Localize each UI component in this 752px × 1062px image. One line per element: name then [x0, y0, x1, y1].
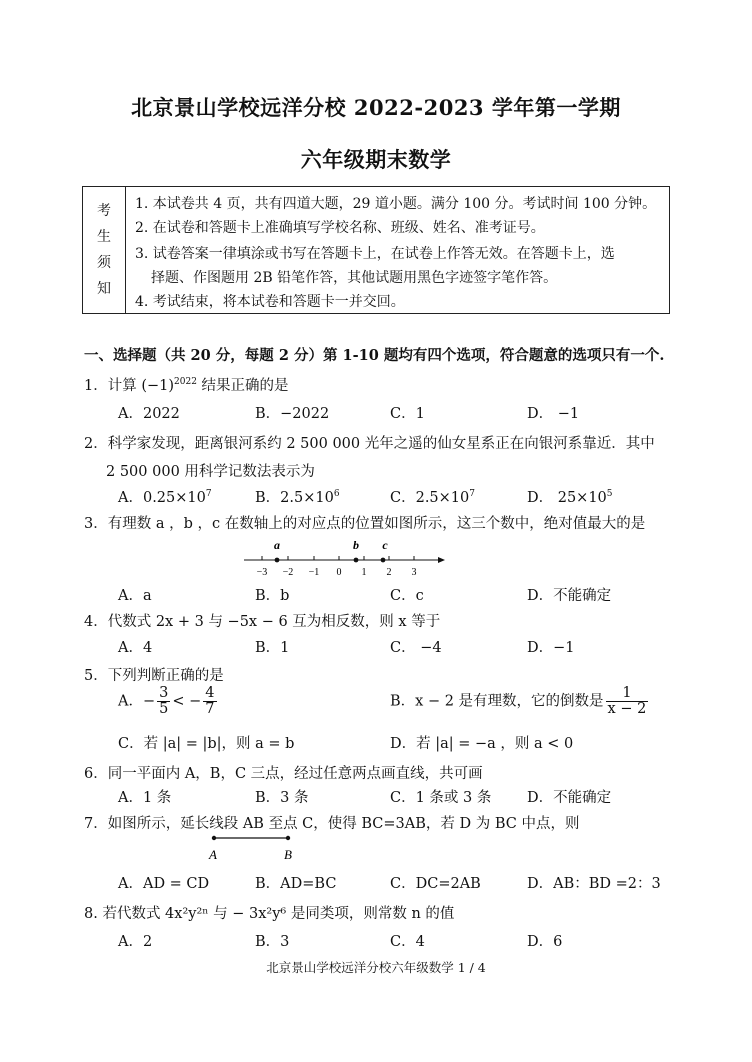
- q8-option-b: B．3: [255, 934, 290, 950]
- notice-line: 1. 本试卷共 4 页，共有四道大题，29 道小题。满分 100 分。考试时间 100 分钟。: [135, 196, 657, 212]
- tick-label: 2: [386, 567, 392, 578]
- numerator: 1: [606, 686, 649, 702]
- point-b-label: b: [353, 538, 359, 552]
- notice-label-char: 生: [97, 229, 111, 245]
- notice-label: [83, 187, 126, 313]
- point-c: [381, 558, 386, 563]
- point-b: [286, 836, 290, 840]
- q5-a-pre: A．−: [118, 693, 156, 710]
- section-heading: 一、选择题（共 20 分，每题 2 分）第 1-10 题均有四个选项，符合题意的选项只有一个.: [84, 347, 665, 364]
- q2-option-b-base: B．2.5×10: [255, 490, 334, 506]
- q6-option-d: D．不能确定: [527, 790, 612, 806]
- q4-option-d: D．−1: [527, 640, 575, 656]
- notice-line: 择题、作图题用 2B 铅笔作答，其他试题用黑色字迹签字笔作答。: [151, 270, 558, 286]
- q5-option-a: [118, 686, 219, 717]
- fraction: [203, 686, 216, 717]
- tick-label: −2: [282, 567, 294, 578]
- q5-option-d: D．若 |a| = −a ，则 a < 0: [390, 736, 574, 752]
- point-a-label: a: [274, 538, 280, 552]
- q2-option-d-base: D． 25×10: [527, 490, 607, 506]
- tick-label: 0: [336, 567, 342, 578]
- fraction: [157, 686, 170, 717]
- q7-option-c: C．DC=2AB: [390, 876, 481, 892]
- q4-option-a: A．4: [118, 640, 153, 656]
- notice-line: 3. 试卷答案一律填涂或书写在答题卡上，在试卷上作答无效。在答题卡上，选: [135, 246, 615, 262]
- q2-option-c-base: C．2.5×10: [390, 490, 470, 506]
- point-c-label: c: [382, 538, 388, 552]
- q7-option-a: A．AD = CD: [118, 876, 210, 892]
- q7-option-d: D．AB：BD =2：3: [527, 876, 661, 892]
- number-line-arrow: [438, 557, 445, 563]
- q2-option-d: [527, 486, 613, 507]
- q3-option-c: C．c: [390, 588, 424, 604]
- q8-stem: 8. 若代数式 4x²y²ⁿ 与 − 3x²y⁶ 是同类项，则常数 n 的值: [84, 906, 455, 922]
- q3-option-d: D．不能确定: [527, 588, 612, 604]
- q1-stem-post: 结果正确的是: [196, 378, 289, 394]
- q5-option-b: [390, 686, 650, 717]
- notice-line: 2. 在试卷和答题卡上准确填写学校名称、班级、姓名、准考证号。: [135, 220, 545, 236]
- segment-label-a: A: [209, 847, 217, 862]
- q6-stem: 6．同一平面内 A，B，C 三点，经过任意两点画直线，共可画: [84, 766, 483, 782]
- q2-option-d-exp: 5: [606, 489, 613, 500]
- q5-b-pre: B．x − 2 是有理数，它的倒数是: [390, 693, 604, 710]
- page-title: 北京景山学校远洋分校 2022-2023 学年第一学期: [131, 95, 621, 120]
- notice-label-char: 须: [97, 255, 111, 271]
- q1-exponent: 2022: [174, 377, 197, 388]
- q6-option-c: C．1 条或 3 条: [390, 790, 492, 806]
- q2-option-a-base: A．0.25×10: [118, 490, 206, 506]
- number-line-ticks: [262, 556, 414, 560]
- denominator: 5: [159, 701, 169, 717]
- notice-label-char: 考: [97, 203, 111, 219]
- q8-option-d: D．6: [527, 934, 563, 950]
- tick-label: −3: [256, 567, 268, 578]
- q6-option-a: A．1 条: [118, 790, 172, 806]
- q4-stem: 4．代数式 2x + 3 与 −5x − 6 互为相反数，则 x 等于: [84, 614, 441, 630]
- q2-option-a-exp: 7: [205, 489, 212, 500]
- tick-label: 1: [361, 567, 367, 578]
- tick-label: −1: [308, 567, 320, 578]
- q3-stem: 3．有理数 a ，b ，c 在数轴上的对应点的位置如图所示，这三个数中，绝对值最大的是: [84, 516, 646, 532]
- q2-option-b-exp: 6: [333, 489, 340, 500]
- point-b: [354, 558, 359, 563]
- q8-option-c: C．4: [390, 934, 425, 950]
- q1-option-a: A．2022: [118, 406, 180, 422]
- exam-notice-box: [82, 186, 670, 314]
- denominator: 7: [205, 701, 215, 717]
- notice-label-char: 知: [97, 281, 111, 297]
- q4-option-c: C． −4: [390, 640, 442, 656]
- point-a: [275, 558, 280, 563]
- numerator: 3: [159, 685, 169, 701]
- q4-option-b: B．1: [255, 640, 290, 656]
- q7-option-b: B．AD=BC: [255, 876, 337, 892]
- fraction: [606, 686, 649, 717]
- q3-option-a: A．a: [118, 588, 152, 604]
- segment-label-b: B: [284, 847, 292, 862]
- q2-option-a: [118, 486, 212, 507]
- q2-stem-line2: 2 500 000 用科学记数法表示为: [106, 464, 315, 480]
- q6-option-b: B．3 条: [255, 790, 309, 806]
- q1-option-d: D． −1: [527, 406, 580, 422]
- page-subtitle: 六年级期末数学: [300, 147, 452, 172]
- notice-line: 4. 考试结束，将本试卷和答题卡一并交回。: [135, 294, 405, 310]
- q7-stem: 7．如图所示，延长线段 AB 至点 C，使得 BC=3AB，若 D 为 BC 中点，则: [84, 816, 580, 832]
- q8-option-a: A．2: [118, 934, 153, 950]
- q2-option-b: [255, 486, 340, 507]
- q5-option-c: C．若 |a| = |b|，则 a = b: [118, 736, 295, 752]
- q2-stem-line1: 2．科学家发现，距离银河系约 2 500 000 光年之遥的仙女星系正在向银河系靠近．其中: [84, 436, 655, 452]
- q2-option-c-exp: 7: [469, 489, 475, 500]
- tick-label: 3: [411, 567, 417, 578]
- q5-a-mid: < −: [172, 693, 202, 710]
- point-a: [212, 836, 216, 840]
- q5-stem: 5．下列判断正确的是: [84, 668, 224, 684]
- q1-option-c: C．1: [390, 406, 425, 422]
- denominator: x − 2: [607, 701, 647, 717]
- q2-option-c: [390, 486, 475, 507]
- q1-stem-pre: 1．计算 (−1): [84, 378, 175, 394]
- number-line-figure: [238, 534, 448, 580]
- question-1: [84, 374, 289, 395]
- page-footer: 北京景山学校远洋分校六年级数学 1 / 4: [266, 960, 486, 975]
- segment-ab-figure: [200, 832, 300, 864]
- q3-option-b: B．b: [255, 588, 290, 604]
- numerator: 4: [205, 685, 215, 701]
- q1-option-b: B．−2022: [255, 406, 330, 422]
